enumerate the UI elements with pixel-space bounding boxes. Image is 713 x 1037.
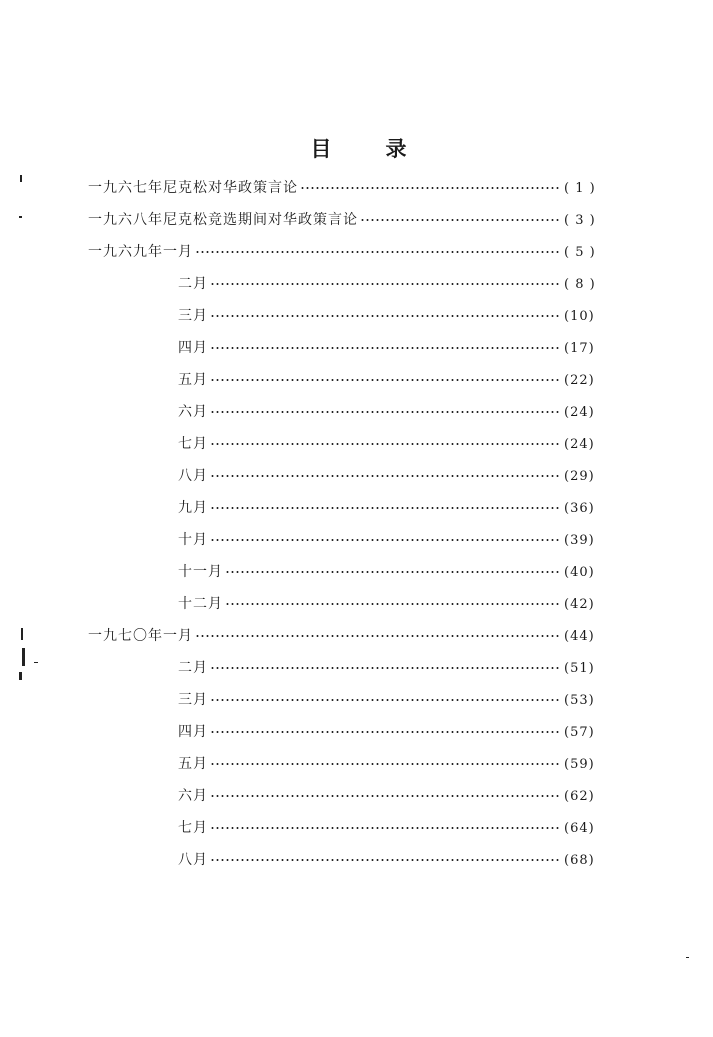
toc-entry-page-number: (59): [564, 756, 595, 772]
toc-leader-dots: [210, 858, 560, 862]
toc-entry-page-number: (53): [564, 692, 595, 708]
toc-entry-page-number: ( 8 ): [564, 276, 596, 292]
toc-entry-label: 二月: [178, 660, 208, 676]
toc-entry: [178, 368, 610, 392]
toc-leader-dots: [225, 570, 560, 574]
toc-entry-label: 八月: [178, 852, 208, 868]
title-char-2: 录: [385, 136, 407, 161]
toc-leader-dots: [210, 506, 560, 510]
toc-entry: [178, 720, 610, 744]
toc-leader-dots: [210, 730, 560, 734]
toc-entry: [178, 688, 610, 712]
toc-entry: [178, 432, 610, 456]
toc-leader-dots: [210, 282, 560, 286]
toc-entry-label: 三月: [178, 308, 208, 324]
toc-entry: [178, 848, 610, 872]
toc-entry: [178, 656, 610, 680]
toc-entry-page-number: (57): [564, 724, 595, 740]
toc-leader-dots: [210, 698, 560, 702]
toc-leader-dots: [210, 666, 560, 670]
toc-entry-page-number: (44): [564, 628, 595, 644]
toc-entry-label: 三月: [178, 692, 208, 708]
toc-entry-page-number: (24): [564, 404, 595, 420]
toc-leader-dots: [210, 346, 560, 350]
toc-leader-dots: [195, 634, 560, 638]
toc-entry-label: 一九六九年一月: [88, 244, 193, 260]
toc-entry-page-number: (36): [564, 500, 595, 516]
toc-entry-label: 一九六八年尼克松竞选期间对华政策言论: [88, 212, 358, 228]
toc-entry: [88, 624, 610, 648]
toc-entry-page-number: ( 3 ): [564, 212, 596, 228]
scan-mark: [19, 672, 22, 680]
toc-entry-label: 九月: [178, 500, 208, 516]
toc-leader-dots: [225, 602, 560, 606]
toc-entry-label: 二月: [178, 276, 208, 292]
toc-entry: [178, 464, 610, 488]
toc-entry: [178, 560, 610, 584]
toc-entry-page-number: (40): [564, 564, 595, 580]
toc-entry-page-number: (10): [564, 308, 595, 324]
toc-entry-label: 七月: [178, 820, 208, 836]
toc-leader-dots: [210, 826, 560, 830]
toc-entry-label: 十月: [178, 532, 208, 548]
scan-mark: [22, 648, 25, 666]
toc-leader-dots: [210, 474, 560, 478]
toc-entry: [88, 176, 610, 200]
toc-entry-label: 一九六七年尼克松对华政策言论: [88, 180, 298, 196]
toc-entry: [178, 336, 610, 360]
toc-entry: [178, 784, 610, 808]
toc-entry-page-number: (51): [564, 660, 595, 676]
page-title: [2, 133, 713, 163]
toc-entry-label: 五月: [178, 756, 208, 772]
toc-entry-page-number: ( 5 ): [564, 244, 596, 260]
toc-entry-page-number: (42): [564, 596, 595, 612]
scan-mark: [20, 175, 22, 182]
toc-entry-page-number: (64): [564, 820, 595, 836]
toc-entry-label: 四月: [178, 340, 208, 356]
toc-leader-dots: [195, 250, 560, 254]
toc-entry: [178, 528, 610, 552]
toc-leader-dots: [210, 794, 560, 798]
toc-entry: [178, 592, 610, 616]
toc-leader-dots: [300, 186, 560, 190]
toc-entry: [178, 272, 610, 296]
toc-entry-page-number: (29): [564, 468, 595, 484]
toc-leader-dots: [210, 314, 560, 318]
toc-leader-dots: [210, 442, 560, 446]
toc-entry-page-number: (62): [564, 788, 595, 804]
toc-entry: [178, 496, 610, 520]
toc-entry-label: 六月: [178, 788, 208, 804]
title-char-1: 目: [310, 136, 332, 161]
toc-leader-dots: [210, 762, 560, 766]
toc-leader-dots: [210, 378, 560, 382]
toc-entry: [178, 816, 610, 840]
scan-mark: [21, 628, 23, 640]
toc-entry-page-number: (24): [564, 436, 595, 452]
toc-entry-label: 七月: [178, 436, 208, 452]
toc-entry-label: 十一月: [178, 564, 223, 580]
toc-entry-label: 一九七〇年一月: [88, 628, 193, 644]
scan-mark: [19, 216, 22, 218]
toc-entry-label: 五月: [178, 372, 208, 388]
toc-leader-dots: [210, 538, 560, 542]
toc-entry-page-number: (17): [564, 340, 595, 356]
toc-entry-label: 四月: [178, 724, 208, 740]
scan-mark: [34, 662, 38, 663]
scan-mark: [686, 957, 689, 958]
toc-entry-page-number: (22): [564, 372, 595, 388]
toc-entry-label: 八月: [178, 468, 208, 484]
toc-entry-label: 十二月: [178, 596, 223, 612]
toc-entry: [178, 400, 610, 424]
toc-leader-dots: [210, 410, 560, 414]
toc-leader-dots: [360, 218, 560, 222]
toc-entry: [88, 240, 610, 264]
toc-entry: [88, 208, 610, 232]
toc-entry: [178, 752, 610, 776]
toc-entry-page-number: ( 1 ): [564, 180, 596, 196]
toc-entry-page-number: (39): [564, 532, 595, 548]
toc-entry: [178, 304, 610, 328]
toc-entry-label: 六月: [178, 404, 208, 420]
toc-entry-page-number: (68): [564, 852, 595, 868]
